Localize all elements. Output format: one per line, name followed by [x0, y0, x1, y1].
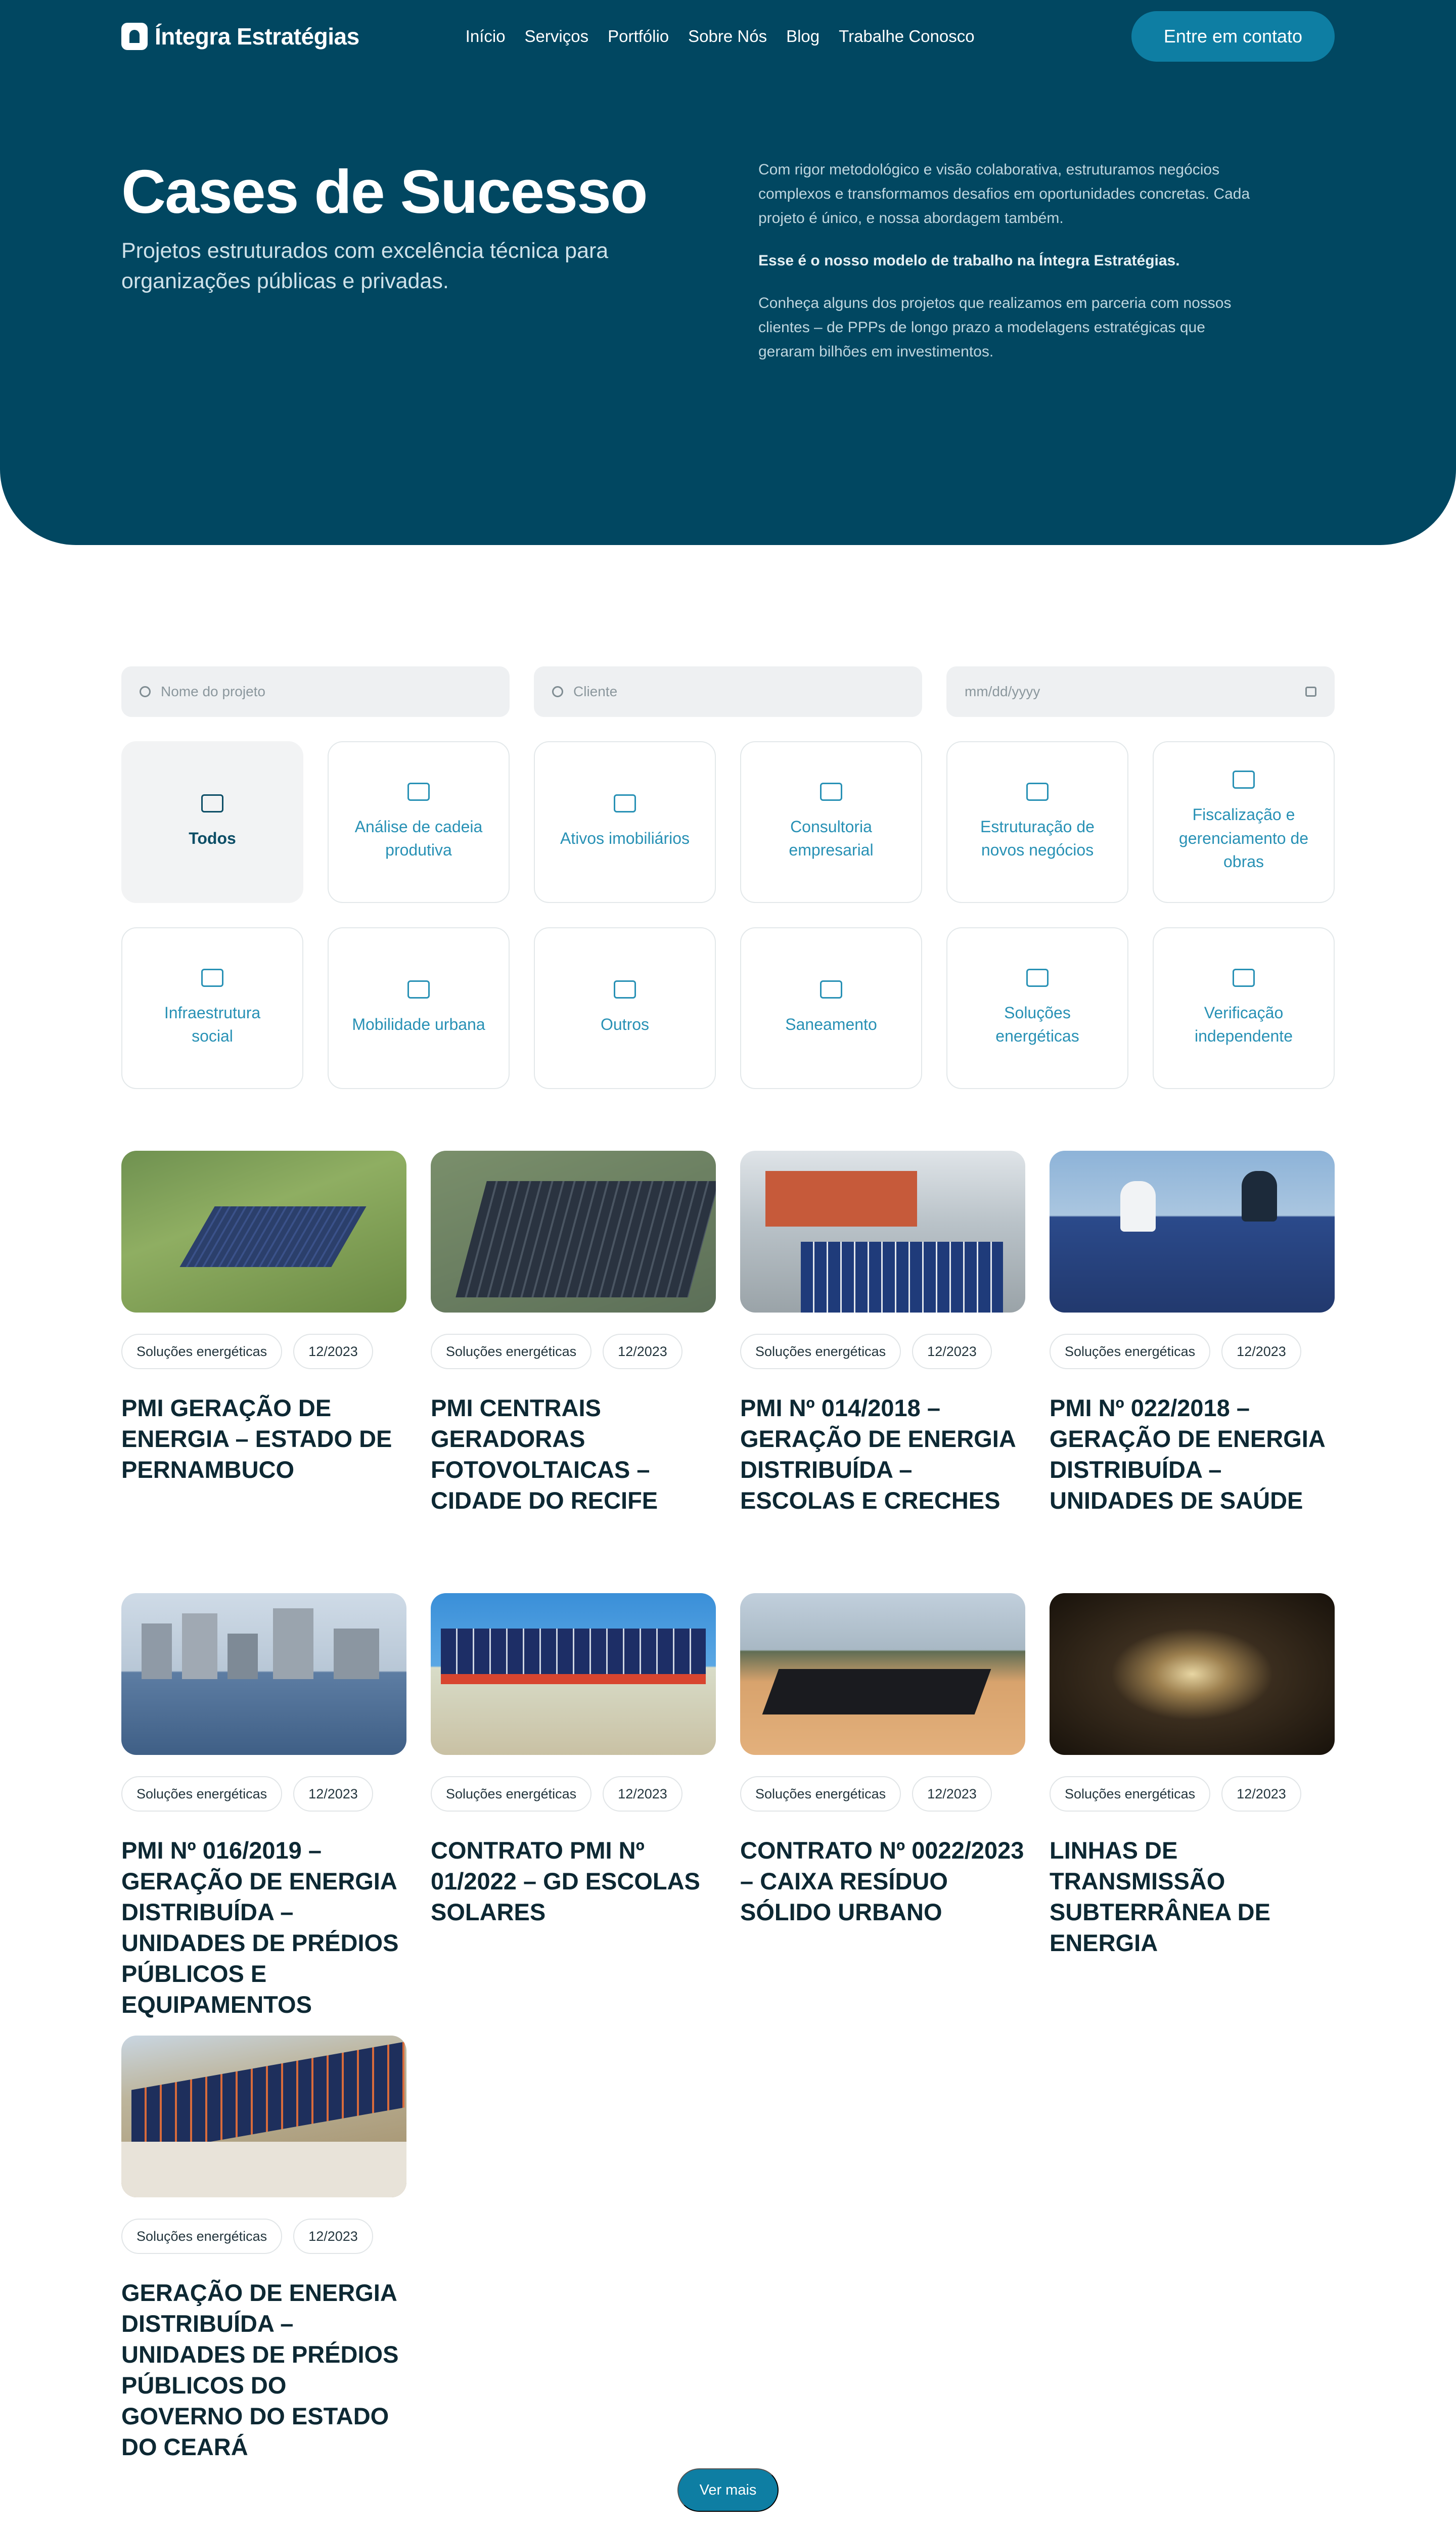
hero-paragraph-3: Conheça alguns dos projetos que realizamos em parceria com nossos clientes – de PPPs de longo prazo a modelagens estratégicas que geraram bilhões em investimentos. [758, 295, 1232, 360]
nav-item-portfolio[interactable]: Portfólio [608, 27, 669, 46]
search-icon [552, 686, 563, 697]
category-tag: Soluções energéticas [121, 2219, 282, 2254]
category-todos[interactable] [121, 741, 303, 903]
case-grid [121, 1151, 1335, 2463]
case-title[interactable]: CONTRATO Nº 0022/2023 – CAIXA RESÍDUO SÓLIDO URBANO [740, 1837, 1024, 1926]
hero-heading [121, 158, 677, 297]
nav-item-inicio[interactable]: Início [465, 27, 506, 46]
case-image[interactable] [121, 1593, 406, 1755]
project-search-input[interactable] [121, 666, 510, 717]
category-label: Consultoria empresarial [789, 817, 874, 859]
category-mobilidade[interactable] [328, 927, 510, 1089]
category-tag: Soluções energéticas [1050, 1334, 1210, 1369]
case-card[interactable] [121, 1593, 406, 2036]
case-image[interactable] [121, 2036, 406, 2197]
category-grid [121, 741, 1335, 1089]
case-image[interactable] [1050, 1593, 1335, 1755]
truck-icon [407, 980, 430, 999]
calendar-icon[interactable] [1305, 687, 1316, 697]
date-tag: 12/2023 [603, 1334, 682, 1369]
helmet-icon [1233, 771, 1255, 789]
category-consultoria[interactable] [740, 741, 922, 903]
category-solucoes[interactable] [946, 927, 1128, 1089]
load-more-button[interactable]: Ver mais [677, 2468, 779, 2512]
case-title[interactable]: PMI Nº 022/2018 – GERAÇÃO DE ENERGIA DISTRIBUÍDA – UNIDADES DE SAÚDE [1050, 1394, 1325, 1514]
category-saneamento[interactable] [740, 927, 922, 1089]
category-ativos[interactable] [534, 741, 716, 903]
category-label: Fiscalização e gerenciamento de obras [1178, 805, 1309, 871]
category-tag: Soluções energéticas [431, 1776, 592, 1812]
case-card[interactable] [740, 1593, 1025, 2036]
case-image[interactable] [1050, 1151, 1335, 1313]
case-title[interactable]: PMI CENTRAIS GERADORAS FOTOVOLTAICAS – CIDADE DO RECIFE [431, 1394, 658, 1514]
client-search-input[interactable] [534, 666, 922, 717]
logo-icon [121, 23, 148, 50]
trash-icon [820, 980, 842, 999]
case-title[interactable]: CONTRATO PMI Nº 01/2022 – GD ESCOLAS SOLARES [431, 1837, 700, 1926]
case-image[interactable] [740, 1593, 1025, 1755]
page-subtitle: Projetos estruturados com excelência técnica para organizações públicas e privadas. [121, 239, 609, 294]
case-image[interactable] [121, 1151, 406, 1313]
case-title[interactable]: LINHAS DE TRANSMISSÃO SUBTERRÂNEA DE ENERGIA [1050, 1837, 1270, 1957]
chart-icon [407, 783, 430, 801]
case-card[interactable] [1050, 1593, 1335, 2036]
case-title[interactable]: PMI Nº 014/2018 – GERAÇÃO DE ENERGIA DISTRIBUÍDA – ESCOLAS E CRECHES [740, 1394, 1016, 1514]
mail-icon [1026, 783, 1049, 801]
contact-button[interactable]: Entre em contato [1131, 11, 1335, 62]
case-card[interactable] [121, 1151, 406, 1593]
project-placeholder: Nome do projeto [161, 684, 266, 699]
nav-item-blog[interactable]: Blog [786, 27, 820, 46]
chat-icon [820, 783, 842, 801]
category-label: Análise de cadeia produtiva [354, 817, 483, 859]
case-card[interactable] [1050, 1151, 1335, 1593]
category-tag: Soluções energéticas [121, 1776, 282, 1812]
nav-item-servicos[interactable]: Serviços [524, 27, 589, 46]
category-label: Soluções energéticas [995, 1003, 1079, 1045]
case-card[interactable] [431, 1151, 716, 1593]
category-label: Ativos imobiliários [560, 829, 690, 847]
category-estruturacao[interactable] [946, 741, 1128, 903]
date-tag: 12/2023 [603, 1776, 682, 1812]
category-label: Outros [600, 1015, 650, 1033]
main-nav [121, 11, 1335, 62]
brand-name: Íntegra Estratégias [155, 23, 359, 50]
case-image[interactable] [740, 1151, 1025, 1313]
date-placeholder: mm/dd/yyyy [965, 684, 1040, 699]
category-tag: Soluções energéticas [740, 1776, 901, 1812]
hero-section [0, 0, 1456, 545]
case-card[interactable] [431, 1593, 716, 2036]
category-tag: Soluções energéticas [1050, 1776, 1210, 1812]
category-analise[interactable] [328, 741, 510, 903]
category-outros[interactable] [534, 927, 716, 1089]
shapes-icon [614, 980, 636, 999]
category-label: Verificação independente [1195, 1003, 1293, 1045]
date-input[interactable] [946, 666, 1335, 717]
category-label: Infraestrutura social [164, 1003, 261, 1045]
case-title[interactable]: PMI GERAÇÃO DE ENERGIA – ESTADO DE PERNAMBUCO [121, 1394, 392, 1483]
case-card[interactable] [740, 1151, 1025, 1593]
brand-logo[interactable] [121, 23, 359, 50]
category-tag: Soluções energéticas [121, 1334, 282, 1369]
nav-menu [466, 27, 975, 46]
nav-item-trabalhe[interactable]: Trabalhe Conosco [839, 27, 975, 46]
date-tag: 12/2023 [1221, 1776, 1301, 1812]
filter-bar [121, 666, 1335, 717]
case-image[interactable] [431, 1151, 716, 1313]
date-tag: 12/2023 [293, 2219, 373, 2254]
office-icon [201, 969, 223, 987]
client-placeholder: Cliente [573, 684, 618, 699]
case-image[interactable] [431, 1593, 716, 1755]
bolt-icon [1026, 969, 1049, 987]
box-icon [201, 794, 223, 812]
category-label: Todos [189, 829, 236, 847]
case-title[interactable]: GERAÇÃO DE ENERGIA DISTRIBUÍDA – UNIDADES DE PRÉDIOS PÚBLICOS DO GOVERNO DO ESTADO DO CEARÁ [121, 2279, 399, 2461]
category-label: Mobilidade urbana [352, 1015, 485, 1033]
page-title: Cases de Sucesso [121, 157, 647, 226]
case-card[interactable] [121, 2036, 406, 2463]
hero-paragraph-2: Esse é o nosso modelo de trabalho na Íntegra Estratégias. [758, 252, 1180, 269]
date-tag: 12/2023 [293, 1776, 373, 1812]
check-circle-icon [1233, 969, 1255, 987]
case-title[interactable]: PMI Nº 016/2019 – GERAÇÃO DE ENERGIA DISTRIBUÍDA – UNIDADES DE PRÉDIOS PÚBLICOS E EQUIPAMENTOS [121, 1837, 399, 2018]
category-label: Saneamento [785, 1015, 877, 1033]
category-tag: Soluções energéticas [740, 1334, 901, 1369]
category-tag: Soluções energéticas [431, 1334, 592, 1369]
building-icon [614, 794, 636, 812]
category-verificacao[interactable] [1153, 927, 1335, 1089]
category-infraestrutura[interactable] [121, 927, 303, 1089]
date-tag: 12/2023 [912, 1334, 992, 1369]
search-icon [140, 686, 151, 697]
category-label: Estruturação de novos negócios [980, 817, 1095, 859]
date-tag: 12/2023 [1221, 1334, 1301, 1369]
category-fiscalizacao[interactable] [1153, 741, 1335, 903]
date-tag: 12/2023 [293, 1334, 373, 1369]
hero-paragraph-1: Com rigor metodológico e visão colaborativa, estruturamos negócios complexos e transformamos desafios em oportunidades concretas. Cada projeto é único, e nossa abordagem também. [758, 161, 1250, 227]
hero-description [758, 158, 1264, 382]
nav-item-sobre[interactable]: Sobre Nós [688, 27, 767, 46]
date-tag: 12/2023 [912, 1776, 992, 1812]
